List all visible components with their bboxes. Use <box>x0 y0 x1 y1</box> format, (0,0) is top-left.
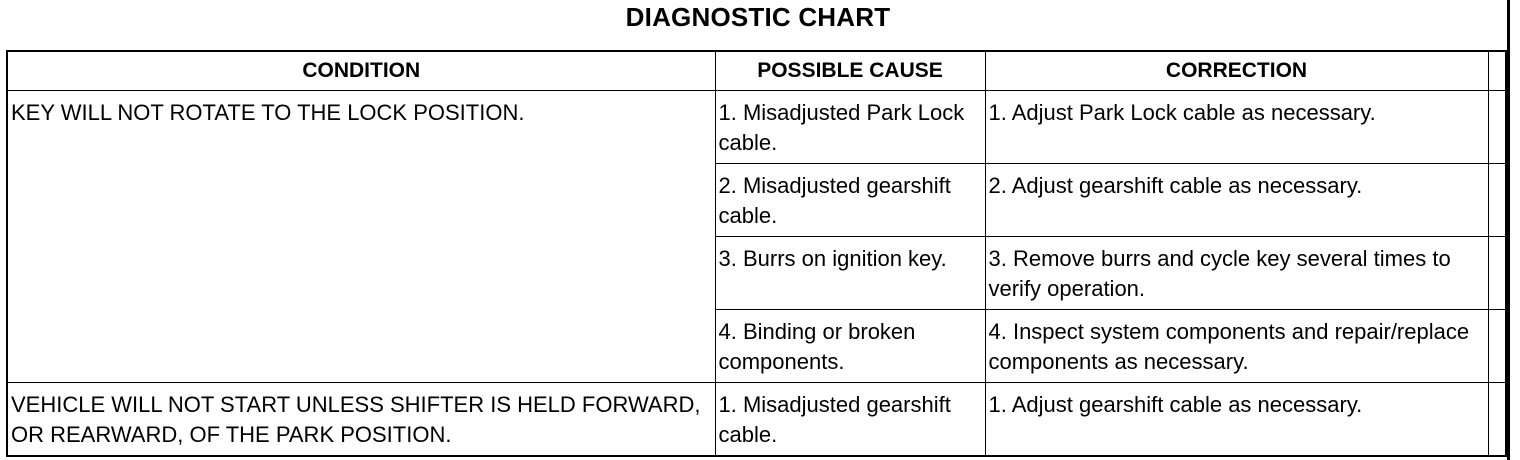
cause-cell <box>715 164 985 237</box>
cause-text: 2. Misadjusted gearshift cable. <box>718 173 951 228</box>
correction-text: 1. Adjust Park Lock cable as necessary. <box>988 100 1376 125</box>
correction-text: 3. Remove burrs and cycle key several times to verify operation. <box>988 246 1451 301</box>
condition-text: KEY WILL NOT ROTATE TO THE LOCK POSITION. <box>11 100 525 125</box>
correction-cell <box>985 91 1488 164</box>
condition-text: VEHICLE WILL NOT START UNLESS SHIFTER IS HELD FORWARD, OR REARWARD, OF THE PARK POSITION. <box>11 392 701 447</box>
correction-cell <box>985 310 1488 383</box>
cause-text: 1. Misadjusted gearshift cable. <box>718 392 951 447</box>
column-header-blank <box>1488 51 1506 91</box>
cause-text: 1. Misadjusted Park Lock cable. <box>718 100 965 155</box>
correction-cell <box>985 237 1488 310</box>
blank-cell <box>1488 91 1506 164</box>
cause-cell <box>715 237 985 310</box>
column-header-condition: CONDITION <box>7 51 715 91</box>
table-row <box>7 383 1506 457</box>
condition-cell <box>7 383 715 457</box>
cause-cell <box>715 310 985 383</box>
blank-cell <box>1488 310 1506 383</box>
cause-cell <box>715 91 985 164</box>
correction-cell <box>985 383 1488 457</box>
blank-cell <box>1488 383 1506 457</box>
header-row <box>7 51 1506 91</box>
correction-text: 4. Inspect system components and repair/replace components as necessary. <box>988 319 1470 374</box>
column-header-correction: CORRECTION <box>985 51 1488 91</box>
correction-text: 2. Adjust gearshift cable as necessary. <box>988 173 1363 198</box>
condition-cell <box>7 91 715 383</box>
correction-text: 1. Adjust gearshift cable as necessary. <box>988 392 1363 417</box>
blank-cell <box>1488 164 1506 237</box>
table-row <box>7 91 1506 164</box>
cause-cell <box>715 383 985 457</box>
page-edge-rule <box>1507 0 1510 460</box>
column-header-possible-cause: POSSIBLE CAUSE <box>715 51 985 91</box>
cause-text: 3. Burrs on ignition key. <box>718 246 947 271</box>
diagnostic-table <box>6 50 1507 457</box>
cause-text: 4. Binding or broken components. <box>718 319 916 374</box>
blank-cell <box>1488 237 1506 310</box>
page-title: DIAGNOSTIC CHART <box>625 2 891 32</box>
correction-cell <box>985 164 1488 237</box>
